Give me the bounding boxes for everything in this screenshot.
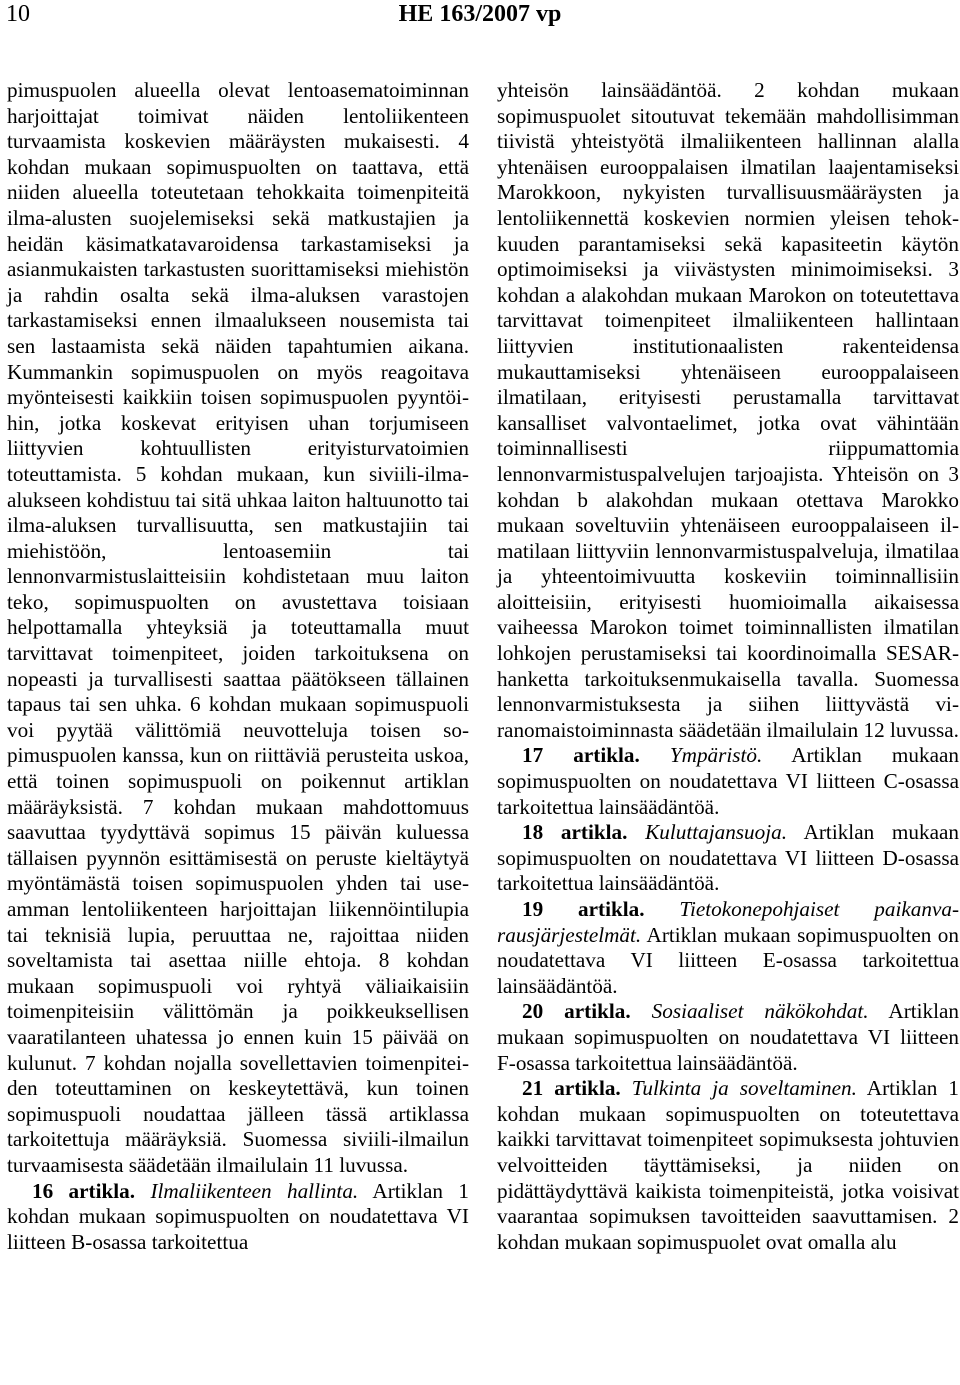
article-20-title: Sosiaaliset näkökohdat.	[651, 999, 869, 1024]
paragraph-article-15-continued: pimuspuolen alueella olevat lentoasematoiminnan harjoittajat toimivat näiden lentoliikenteen turvaamista koskevien määräysten mukaisesti. 4 kohdan mukaan sopimuspuolten on taattava, että niiden alueella toteutetaan tehokkaita toimenpiteitä ilma-alusten suojelemiseksi sekä matkustajien ja heidän käsimatkatavaroidensa tarkastamiseksi ja asianmukaisten tarkastusten suorittamiseksi miehistön ja rahdin osalta sekä ilma-aluksen varastojen tarkastamiseksi ennen ilmaalukseen nousemista tai sen lastaamista sekä näiden tapahtumien aikana. Kummankin sopimuspuolen on myös reagoitava myönteisesti kaikkiin toisen sopimuspuolen pyyntöihin, jotka koskevat erityisen uhan torjumiseen liittyvien kohtuullisten erityisturvatoimien toteuttamista. 5 kohdan mukaan, kun siviili-ilma-alukseen kohdistuu tai sitä uhkaa laiton haltuunotto tai ilma-aluksen turvallisuutta, sen matkustajiin tai miehistöön, lentoasemiin tai lennonvarmistuslaitteisiin kohdistetaan muu laiton teko, sopimuspuolten on avustettava toisiaan helpottamalla yhteyksiä ja toteuttamalla muut tarvittavat toimenpiteet, joiden tarkoituksena on nopeasti ja turvallisesti saattaa päätökseen tällainen tapaus tai sen uhka. 6 kohdan mukaan sopimuspuoli voi pyytää välittömiä neuvotteluja toisen sopimuspuolen kanssa, kun on riittäviä perusteita uskoa, että toinen sopimuspuoli on poikennut artiklan määräyksistä. 7 kohdan mukaan mahdottomuus saavuttaa tyydyttävä sopimus 15 päivän kuluessa tällaisen pyynnön esittämisestä on peruste kieltäytyä myöntämästä toisen sopimuspuolen yhden tai useamman lentoliikenteen harjoittajan liikennöintilupia tai teknisiä lupia, peruuttaa ne, rajoittaa niiden soveltamista tai asettaa niille ehtoja. 8 kohdan mukaan sopimuspuoli voi ryhtyä väliaikaisiin toimenpiteisiin välittömän ja poikkeuksellisen vaaratilanteen uhatessa jo ennen kuin 15 päivää on kulunut. 7 kohdan nojalla sovellettavien toimenpiteiden toteuttaminen on keskeytettävä, kun toinen sopimuspuoli noudattaa jälleen tässä artiklassa tarkoitettuja määräyksiä. Suomessa siviili-ilmailun turvaamisesta säädetään ilmailulain 11 luvussa.	[7, 78, 469, 1177]
article-18-text: Artiklan mukaan sopimuspuolten on noudatettava VI liitteen D-osassa tarkoitettua lainsäädäntöä.	[497, 820, 959, 896]
paragraph-article-16-continued: yhteisön lainsäädäntöä. 2 kohdan mukaan sopimuspuolet sitoutuvat tekemään mahdollisimman tiivistä yhteistyötä ilmaliikenteen hallinnan alalla yhtenäisen eurooppalaisen ilmatilan laajentamiseksi Marokkoon, nykyisten turvallisuusmääräysten ja lentoliikennettä koskevien normien yleisen tehokkuuden parantamiseksi sekä kapasiteetin käytön optimoimiseksi ja viivästysten minimoimiseksi. 3 kohdan a alakohdan mukaan Marokon on toteutettava tarvittavat toimenpiteet ilmaliikenteen hallintaan liittyvien institutionaalisten rakenteidensa mukauttamiseksi yhtenäiseen eurooppalaiseen ilmatilaan, erityisesti perustamalla tarvittavat kansalliset valvontaelimet, jotka ovat vähintään toiminnallisesti riippumattomia lennonvarmistuspalvelujen tarjoajista. Yhteisön on 3 kohdan b alakohdan mukaan otettava Marokko mukaan soveltuviin yhtenäiseen eurooppalaiseen ilmatilaan liittyviin lennonvarmistuspalveluja, ilmatilaa ja yhteentoimivuutta koskeviin toiminnallisiin aloitteisiin, erityisesti huomioimalla aikaisessa vaiheessa Marokon toimet toiminnallisten ilmatilan lohkojen perustamiseksi tai koordinoimalla SESAR-hanketta tarkoituksenmukaisella tavalla. Suomessa lennonvarmistuksesta ja siihen liittyvästä viranomaistoiminnasta säädetään ilmailulain 12 luvussa.	[497, 78, 959, 742]
document-id: HE 163/2007 vp	[398, 1, 562, 27]
paragraph-article-20	[497, 999, 959, 1076]
article-17-text: Artiklan mukaan sopimuspuolten on noudatettava VI liitteen C-osassa tarkoitettua lainsäädäntöä.	[497, 743, 959, 819]
article-19-text: Artiklan mukaan sopimuspuolten on noudatettava VI liitteen E-osassa tarkoitettua lainsäädäntöä.	[497, 922, 959, 998]
article-18-number: 18 artikla.	[522, 820, 628, 845]
page-number: 10	[6, 1, 30, 27]
article-19-title: Tietokonepohjaiset paikanvarausjärjestelmät.	[497, 897, 959, 947]
paragraph-article-17	[497, 743, 959, 820]
article-16-text: Artiklan 1 kohdan mukaan sopimuspuolten on noudatettava VI liitteen B-osassa tarkoitettua	[7, 1178, 469, 1254]
article-20-text: Artiklan mukaan sopimuspuolten on noudatettava VI liitteen F-osassa tarkoitettua lainsäädäntöä.	[497, 999, 959, 1075]
right-column	[497, 78, 959, 1255]
left-column	[7, 78, 469, 1255]
paragraph-article-21	[497, 1076, 959, 1255]
article-16-number: 16 artikla.	[32, 1178, 136, 1203]
article-17-number: 17 artikla.	[522, 743, 640, 768]
article-20-number: 20 artikla.	[522, 999, 631, 1024]
article-19-number: 19 artikla.	[522, 897, 645, 921]
paragraph-article-16	[7, 1179, 469, 1256]
article-16-title: Ilmaliikenteen hallinta.	[150, 1178, 359, 1203]
paragraph-article-19	[497, 897, 959, 999]
article-17-title: Ympäristö.	[669, 743, 763, 768]
article-21-number: 21 artikla.	[522, 1076, 621, 1101]
article-18-title: Kuluttajansuoja.	[645, 820, 788, 845]
paragraph-article-18	[497, 820, 959, 897]
article-21-text: Artiklan 1 kohdan mukaan sopimuspuolten on toteutettava kaikki tarvittavat toimenpiteet sopimuksesta johtuvien velvoitteiden täyttämiseksi, ja niiden on pidättäydyttävä kaikista toimenpiteistä, jotka voisivat vaarantaa sopimuksen tavoitteiden saavuttamisen. 2 kohdan mukaan sopimuspuolet ovat omalla alu	[497, 1076, 960, 1254]
article-21-title: Tulkinta ja soveltaminen.	[631, 1076, 857, 1101]
